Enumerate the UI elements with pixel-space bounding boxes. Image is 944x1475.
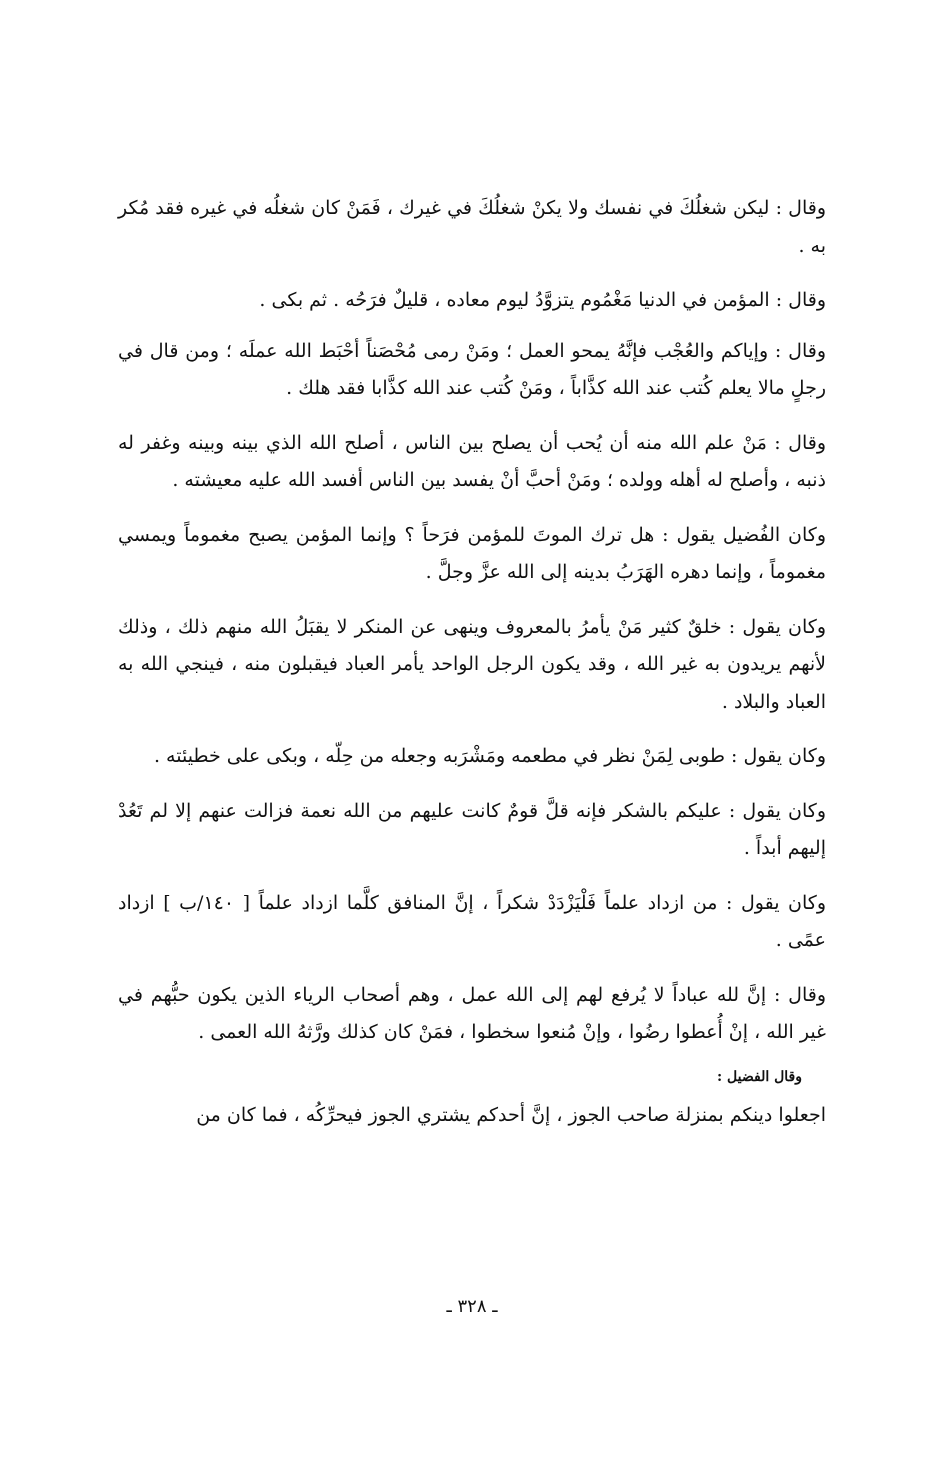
paragraph-10: وقال : إنَّ لله عباداً لا يُرفع لهم إلى الله عمل ، وهم أصحاب الرياء الذين يكون حبُّهم في غير الله ، إنْ أُعطوا رضُوا ، وإنْ مُنعوا سخطوا ، فمَنْ كان كذلك ورَّثهُ الله العمى . <box>118 983 826 1043</box>
section-heading: وقال الفضيل : <box>716 1068 802 1085</box>
paragraph-1: وقال : ليكن شغلُكَ في نفسك ولا يكنْ شغلُكَ في غيرك ، فَمَنْ كان شغلُه في غيره فقد مُكر به . <box>118 197 826 257</box>
paragraph-7: وكان يقول : طوبى لِمَنْ نظر في مطعمه ومَشْرَبه وجعله من حِلّه ، وبكى على خطيئته . <box>153 745 826 767</box>
paragraph-6: وكان يقول : خلقٌ كثير مَنْ يأمرُ بالمعروف وينهى عن المنكر لا يقبَلُ الله منهم ذلك ، وذلك لأنهم يريدون به غير الله ، وقد يكون الرجل الواحد يأمر العباد فيقبلون منه ، فينجي الله به العباد والبلاد . <box>118 615 826 713</box>
page-body <box>118 190 826 1151</box>
last-line: اجعلوا دينكم بمنزلة صاحب الجوز ، إنَّ أحدكم يشتري الجوز فيحرِّكُه ، فما كان من <box>196 1103 826 1126</box>
paragraph-2: وقال : المؤمن في الدنيا مَغْمُوم يتزوَّدُ ليوم معاده ، قليلٌ فرَحُه . ثم بكى . <box>259 289 826 311</box>
paragraph-9: وكان يقول : من ازداد علماً فَلْيَزْدَدْ شكراً ، إنَّ المنافق كلَّما ازداد علماً [ ١٤٠/ب ] ازداد عمًى . <box>118 891 826 951</box>
paragraph-4: وقال : مَنْ علم الله منه أن يُحب أن يصلح بين الناس ، أصلح الله الذي بينه وبينه وغفر له ذنبه ، وأصلح له أهله وولده ؛ ومَنْ أحبَّ أنْ يفسد بين الناس أفسد الله عليه معيشته . <box>118 431 826 491</box>
page-number: ـ ٣٢٨ ـ <box>446 1296 498 1317</box>
paragraph-8: وكان يقول : عليكم بالشكر فإنه قلَّ قومٌ كانت عليهم من الله نعمة فزالت عنهم إلا لم تَعُدْ إليهم أبداً . <box>118 799 826 859</box>
paragraph-3: وقال : وإياكم والعُجْب فإنَّهُ يمحو العمل ؛ ومَنْ رمى مُحْصَناً أحْبَط الله عملَه ؛ ومن قال في رجلٍ مالا يعلم كُتب عند الله كذَّاباً ، ومَنْ كُتب عند الله كذَّابا فقد هلك . <box>118 339 826 399</box>
paragraph-5: وكان الفُضيل يقول : هل ترك الموتَ للمؤمن فرَحاً ؟ وإنما المؤمن يصبح مغموماً ويمسي مغموماً ، وإنما دهره الهَرَبُ بدينه إلى الله عزَّ وجلَّ . <box>118 523 826 583</box>
